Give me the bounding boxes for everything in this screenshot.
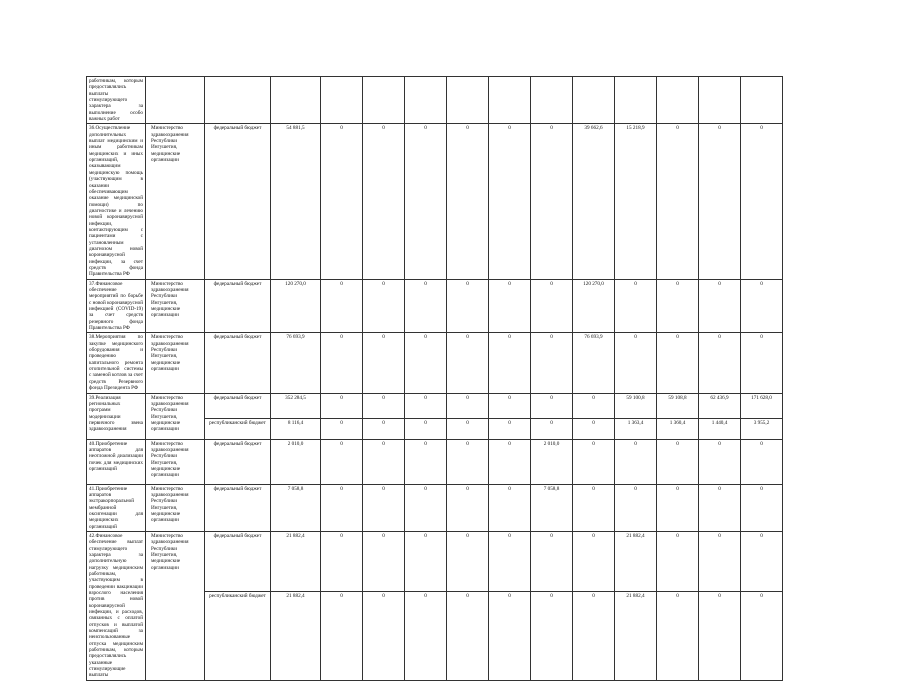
amount-cell: 0 [573, 418, 615, 439]
amount-cell: 0 [531, 591, 573, 680]
amount-cell: 0 [321, 439, 363, 484]
amount-cell: 0 [615, 484, 657, 531]
amount-cell: 8 116,4 [271, 418, 321, 439]
amount-cell: 0 [489, 333, 531, 393]
amount-cell: 0 [699, 531, 741, 591]
amount-cell: 0 [531, 124, 573, 279]
amount-cell: 0 [447, 591, 489, 680]
amount-cell: 0 [321, 531, 363, 591]
funding-source: федеральный бюджет [205, 393, 271, 418]
amount-cell: 0 [405, 124, 447, 279]
amount-cell: 0 [363, 531, 405, 591]
amount-cell [615, 77, 657, 124]
amount-cell: 1 360,4 [657, 418, 699, 439]
budget-table [86, 76, 783, 681]
amount-cell: 0 [363, 439, 405, 484]
amount-cell: 0 [489, 418, 531, 439]
amount-cell: 0 [573, 591, 615, 680]
amount-cell: 0 [447, 393, 489, 418]
table-row [87, 124, 783, 279]
amount-cell: 1 440,4 [699, 418, 741, 439]
amount-cell: 59 100,8 [615, 393, 657, 418]
amount-cell [405, 77, 447, 124]
amount-cell: 0 [699, 439, 741, 484]
amount-cell [531, 77, 573, 124]
amount-cell: 0 [741, 484, 783, 531]
amount-cell: 0 [321, 333, 363, 393]
amount-cell: 0 [489, 124, 531, 279]
amount-cell: 0 [531, 279, 573, 333]
amount-cell: 0 [741, 279, 783, 333]
amount-cell: 0 [615, 279, 657, 333]
amount-cell [271, 77, 321, 124]
funding-source: федеральный бюджет [205, 333, 271, 393]
amount-cell: 0 [699, 124, 741, 279]
amount-cell: 0 [573, 393, 615, 418]
amount-cell: 3 955,2 [741, 418, 783, 439]
amount-cell: 54 881,5 [271, 124, 321, 279]
amount-cell: 0 [741, 531, 783, 591]
amount-cell [657, 77, 699, 124]
amount-cell: 0 [405, 591, 447, 680]
measure-description: 38.Мероприятия по закупке медицинского оборудования и проведению капитального ремонта отопительной системы с заменой котлов за счет средств Резервного фонда Президента РФ [87, 333, 146, 393]
amount-cell: 0 [447, 418, 489, 439]
amount-cell: 0 [447, 124, 489, 279]
amount-cell: 0 [657, 333, 699, 393]
amount-cell [741, 77, 783, 124]
amount-cell: 0 [363, 591, 405, 680]
amount-cell: 0 [447, 279, 489, 333]
amount-cell: 0 [657, 591, 699, 680]
amount-cell: 0 [321, 279, 363, 333]
measure-description: 37.Финансовое обеспечение мероприятий по борьбе с новой коронавирусной инфекцией (COVID-19) за счет средств резервного фонда Правительства РФ [87, 279, 146, 333]
amount-cell: 0 [699, 333, 741, 393]
amount-cell: 0 [363, 484, 405, 531]
amount-cell: 0 [657, 279, 699, 333]
amount-cell: 0 [531, 531, 573, 591]
amount-cell: 0 [363, 279, 405, 333]
amount-cell: 0 [657, 439, 699, 484]
table-row [87, 333, 783, 393]
amount-cell: 0 [573, 531, 615, 591]
amount-cell: 0 [531, 418, 573, 439]
amount-cell: 0 [489, 393, 531, 418]
table-row [87, 77, 783, 124]
amount-cell: 0 [363, 393, 405, 418]
amount-cell: 352 284,5 [271, 393, 321, 418]
amount-cell: 0 [531, 333, 573, 393]
amount-cell: 21 882,4 [615, 531, 657, 591]
amount-cell: 0 [363, 333, 405, 393]
measure-description: 36.Осуществление дополнительных выплат медицинским и иным работникам медицинских и иных организаций, оказывающим медицинскую помощь (участвующим в оказании обеспечивающим оказание медицинской помощи) по диагностике и лечению новой коронавирусной инфекции, контактирующим с пациентами с установленным диагнозом новой коронавирусной инфекции, за счет средств фонда Правительства РФ [87, 124, 146, 279]
measure-description: 39.Реализация региональных программ модернизации первичного звена здравоохранения [87, 393, 146, 439]
executor-cell [146, 77, 205, 124]
amount-cell: 0 [405, 333, 447, 393]
funding-source: федеральный бюджет [205, 531, 271, 591]
table-row [87, 393, 783, 418]
amount-cell: 0 [405, 531, 447, 591]
amount-cell: 2 010,0 [271, 439, 321, 484]
table-row [87, 439, 783, 484]
amount-cell: 0 [363, 418, 405, 439]
amount-cell: 0 [657, 484, 699, 531]
funding-source: федеральный бюджет [205, 124, 271, 279]
amount-cell: 15 218,9 [615, 124, 657, 279]
amount-cell: 76 693,9 [573, 333, 615, 393]
amount-cell: 0 [489, 279, 531, 333]
amount-cell: 0 [531, 393, 573, 418]
amount-cell: 21 882,4 [271, 531, 321, 591]
amount-cell: 0 [489, 591, 531, 680]
amount-cell: 120 270,0 [271, 279, 321, 333]
amount-cell: 0 [615, 333, 657, 393]
funding-source [205, 77, 271, 124]
measure-description: 42.Финансовое обеспечение выплат стимулирующего характера за дополнительную нагрузку медицинским работникам, участвующим в проведении вакцинации взрослого населения против новой коронавирусной инфекции, и расходов, связанных с оплатой отпусков и выплатой компенсаций за неиспользованные отпуска медицинским работникам, которым предоставлялись указанные стимулирующие выплаты [87, 531, 146, 680]
table-row [87, 484, 783, 531]
amount-cell: 0 [741, 333, 783, 393]
measure-description: работникам, которым предоставлялись выплаты стимулирующего характера за выполнение особо важных работ [87, 77, 146, 124]
funding-source: республиканский бюджет [205, 591, 271, 680]
amount-cell: 0 [321, 418, 363, 439]
amount-cell: 0 [405, 279, 447, 333]
amount-cell: 0 [447, 333, 489, 393]
amount-cell [447, 77, 489, 124]
executor-cell: Министерство здравоохранения Республики Ингушетия, медицинские организации [146, 484, 205, 531]
amount-cell [489, 77, 531, 124]
table-row [87, 279, 783, 333]
amount-cell: 0 [321, 393, 363, 418]
amount-cell: 0 [741, 591, 783, 680]
amount-cell: 0 [405, 418, 447, 439]
measure-description: 41.Приобретение аппаратов экстракорпоральной мембранной оксигенации для медицинских организаций [87, 484, 146, 531]
measure-description: 40.Приобретение аппаратов для неотложной диализации почек для медицинских организаций [87, 439, 146, 484]
amount-cell: 39 662,6 [573, 124, 615, 279]
amount-cell: 2 010,0 [531, 439, 573, 484]
amount-cell: 0 [363, 124, 405, 279]
executor-cell: Министерство здравоохранения Республики Ингушетия, медицинские организации [146, 393, 205, 439]
funding-source: федеральный бюджет [205, 439, 271, 484]
amount-cell: 0 [489, 439, 531, 484]
amount-cell: 0 [447, 531, 489, 591]
amount-cell: 0 [657, 124, 699, 279]
amount-cell [699, 77, 741, 124]
amount-cell: 0 [405, 393, 447, 418]
amount-cell: 0 [573, 439, 615, 484]
amount-cell: 7 058,8 [271, 484, 321, 531]
amount-cell: 0 [699, 279, 741, 333]
amount-cell [573, 77, 615, 124]
amount-cell: 0 [741, 124, 783, 279]
amount-cell: 0 [489, 531, 531, 591]
amount-cell [363, 77, 405, 124]
funding-source: федеральный бюджет [205, 279, 271, 333]
executor-cell: Министерство здравоохранения Республики Ингушетия, медицинские организации [146, 279, 205, 333]
amount-cell: 120 270,0 [573, 279, 615, 333]
amount-cell: 0 [657, 531, 699, 591]
amount-cell: 171 628,0 [741, 393, 783, 418]
amount-cell: 0 [573, 484, 615, 531]
funding-source: республиканский бюджет [205, 418, 271, 439]
table-row [87, 531, 783, 591]
amount-cell: 0 [615, 439, 657, 484]
amount-cell: 59 108,8 [657, 393, 699, 418]
funding-source: федеральный бюджет [205, 484, 271, 531]
amount-cell: 0 [741, 439, 783, 484]
amount-cell: 76 693,9 [271, 333, 321, 393]
amount-cell: 0 [405, 439, 447, 484]
amount-cell: 1 363,4 [615, 418, 657, 439]
executor-cell: Министерство здравоохранения Республики Ингушетия, медицинские организации [146, 439, 205, 484]
amount-cell: 21 882,4 [615, 591, 657, 680]
amount-cell: 21 882,4 [271, 591, 321, 680]
amount-cell: 0 [699, 591, 741, 680]
executor-cell: Министерство здравоохранения Республики Ингушетия, медицинские организации [146, 333, 205, 393]
amount-cell: 7 058,8 [531, 484, 573, 531]
executor-cell: Министерство здравоохранения Республики Ингушетия, медицинские организации [146, 124, 205, 279]
amount-cell: 0 [489, 484, 531, 531]
amount-cell: 0 [321, 591, 363, 680]
amount-cell: 0 [405, 484, 447, 531]
amount-cell: 0 [699, 484, 741, 531]
amount-cell: 0 [321, 124, 363, 279]
amount-cell: 0 [447, 484, 489, 531]
amount-cell: 62 436,9 [699, 393, 741, 418]
executor-cell: Министерство здравоохранения Республики Ингушетия, медицинские организации [146, 531, 205, 680]
amount-cell: 0 [321, 484, 363, 531]
amount-cell [321, 77, 363, 124]
amount-cell: 0 [447, 439, 489, 484]
